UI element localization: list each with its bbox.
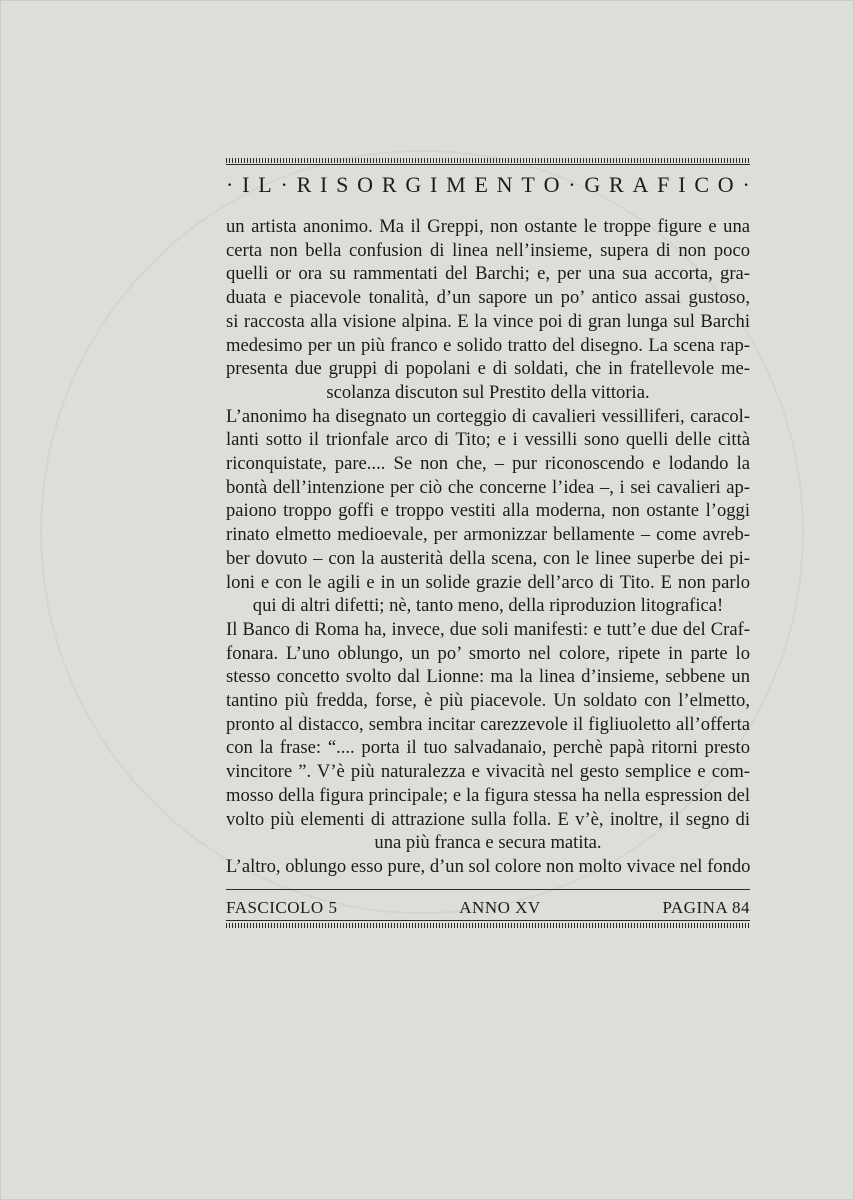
header-letter: R	[296, 172, 312, 197]
footer-top-line	[226, 889, 750, 890]
text-line: lanti sotto il trionfale arco di Tito; e i vessilli sono quelli delle città	[226, 429, 750, 451]
text-line: con la frase: “.... porta il tuo salvadanaio, perchè papà ritorni presto	[226, 737, 750, 759]
footer-issue: FASCICOLO 5	[226, 898, 338, 917]
text-line: Il Banco di Roma ha, invece, due soli manifesti: e tutt’e due del Craf-	[226, 618, 750, 640]
text-line: bontà dell’intenzione per ciò che concerne l’idea –, i sei cavalieri ap-	[226, 476, 750, 498]
header-letter: ·	[742, 172, 750, 197]
header-letter: R	[381, 172, 397, 197]
text-line: ber dovuto – con la austerità della scena, con le linee superbe dei pi-	[226, 547, 750, 569]
text-line: quelli or ora su rammentati del Barchi; e, per una sua accorta, gra-	[226, 263, 750, 285]
header-letter: R	[609, 172, 624, 197]
header-letter: ·	[280, 172, 288, 197]
text-line: riconquistate, pare.... Se non che, – pur riconoscendo e lodando la	[226, 453, 750, 475]
text-line: duata e piacevole tonalità, d’un sapore un po’ antico assai gustoso,	[226, 287, 750, 309]
footer-year: ANNO XV	[459, 898, 541, 917]
header-letter: O	[717, 172, 734, 197]
footer-bottom-line	[226, 920, 750, 921]
text-line: vincitore ”. V’è più naturalezza e vivacità nel gesto semplice e com-	[226, 761, 750, 783]
running-header	[226, 172, 750, 198]
header-letter: I	[678, 172, 686, 197]
running-footer	[226, 898, 750, 918]
header-letter: C	[694, 172, 709, 197]
text-line: L’anonimo ha disegnato un corteggio di cavalieri vessilliferi, caracol-	[226, 405, 750, 427]
header-top-rule	[226, 158, 750, 163]
text-line: rinato elmetto medioevale, per armonizzar bellamente – come avreb-	[226, 524, 750, 546]
header-letter: S	[336, 172, 349, 197]
text-line: qui di altri difetti; nè, tanto meno, della riproduzion litografica!	[252, 595, 724, 617]
text-line: L’altro, oblungo esso pure, d’un sol colore non molto vivace nel fondo	[226, 855, 751, 877]
text-line: stesso concetto svolto dal Lionne: ma la linea d’insieme, sebbene un	[226, 666, 750, 688]
header-letter: M	[446, 172, 466, 197]
article-body	[226, 215, 750, 879]
header-letter: G	[405, 172, 422, 197]
header-letter: L	[258, 172, 272, 197]
header-letter: ·	[568, 172, 576, 197]
header-letter: T	[521, 172, 535, 197]
header-letter: I	[429, 172, 438, 197]
header-letter: O	[357, 172, 374, 197]
text-line: certa non bella confusion di linea nell’insieme, supera di non poco	[226, 239, 750, 261]
header-letter: O	[543, 172, 560, 197]
header-letter: E	[474, 172, 488, 197]
footer-bottom-rule	[226, 923, 750, 928]
header-letter: I	[242, 172, 250, 197]
header-letter: I	[320, 172, 328, 197]
text-line: medesimo per un più franco e solido tratto del disegno. La scena rap-	[226, 334, 750, 356]
header-letter: ·	[226, 172, 234, 197]
text-line: scolanza discuton sul Prestito della vittoria.	[326, 381, 650, 403]
text-line: un artista anonimo. Ma il Greppi, non ostante le troppe figure e una	[226, 216, 750, 237]
text-line: tantino più fredda, forse, è più piacevole. Un soldato con l’elmetto,	[226, 690, 750, 712]
text-line: volto più elementi di attrazione sulla folla. E v’è, inoltre, il segno di	[226, 808, 750, 830]
footer-page-number: PAGINA 84	[662, 898, 750, 917]
header-top-line	[226, 164, 750, 165]
header-letter: G	[584, 172, 601, 197]
text-line: presenta due gruppi di popolani e di soldati, che in fratellevole me-	[226, 358, 750, 380]
header-letter: A	[632, 172, 649, 197]
text-line: loni e con le agili e in un solide grazie dell’arco di Tito. E non parlo	[226, 571, 750, 593]
header-letter: N	[496, 172, 513, 197]
text-line: paiono troppo goffi e troppo vestiti alla moderna, non ostante l’oggi	[226, 500, 750, 522]
header-letter: F	[657, 172, 670, 197]
text-line: si raccosta alla visione alpina. E la vince poi di gran lunga sul Barchi	[226, 310, 750, 332]
text-line: fonara. L’uno oblungo, un po’ smorto nel colore, ripete in parte lo	[226, 642, 750, 664]
text-line: mosso della figura principale; e la figura stessa ha nella espression del	[226, 784, 750, 806]
text-line: pronto al distacco, sembra incitar carezzevole il figliuoletto all’offerta	[226, 713, 750, 735]
text-line: una più franca e secura matita.	[374, 832, 602, 854]
